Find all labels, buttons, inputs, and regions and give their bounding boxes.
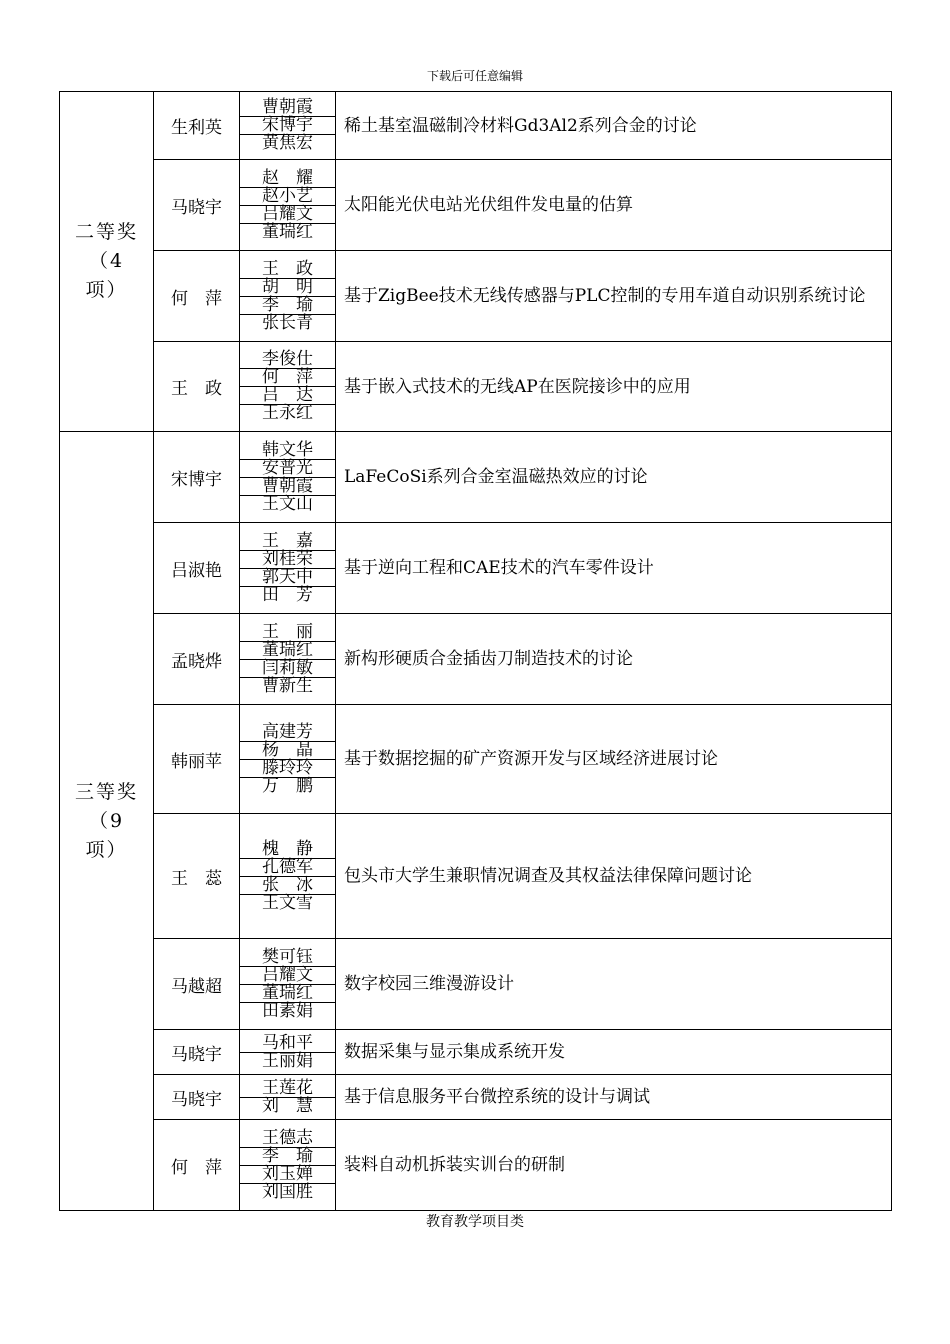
leader-cell: 马越超 — [154, 939, 240, 1030]
member-name: 赵小艺 — [240, 187, 335, 205]
project-title-cell: 数字校园三维漫游设计 — [336, 939, 892, 1030]
member-name: 吕耀文 — [240, 966, 335, 984]
leader-cell: 何 萍 — [154, 1120, 240, 1211]
member-name: 孔德军 — [240, 858, 335, 876]
members-cell — [240, 523, 336, 614]
member-name: 何 萍 — [240, 368, 335, 386]
members-cell — [240, 1120, 336, 1211]
leader-cell: 生利英 — [154, 92, 240, 160]
table-row — [60, 939, 892, 1030]
members-cell — [240, 92, 336, 160]
member-name: 高建芳 — [262, 721, 313, 742]
member-name: 王德志 — [262, 1127, 313, 1148]
award-level-unit: 项） — [85, 838, 128, 861]
project-title-cell: 稀土基室温磁制冷材料Gd3Al2系列合金的讨论 — [336, 92, 892, 160]
table-row — [60, 1075, 892, 1120]
member-name: 董瑞红 — [240, 223, 335, 241]
members-cell — [240, 814, 336, 939]
members-cell — [240, 1030, 336, 1075]
member-name: 吕 达 — [240, 386, 335, 404]
member-name: 槐 静 — [262, 838, 313, 859]
member-name: 李 瑜 — [240, 296, 335, 314]
award-level-name: 三等奖 — [74, 780, 138, 803]
leader-cell: 马晓宇 — [154, 160, 240, 251]
project-title-cell: 基于数据挖掘的矿产资源开发与区域经济进展讨论 — [336, 705, 892, 814]
member-name: 王 政 — [262, 258, 313, 279]
members-cell — [240, 614, 336, 705]
members-cell — [240, 432, 336, 523]
award-level-cell — [60, 92, 154, 432]
member-name: 杨 晶 — [240, 741, 335, 759]
table-row — [60, 342, 892, 432]
leader-cell: 王 蕊 — [154, 814, 240, 939]
member-name: 曹朝霞 — [262, 97, 313, 117]
member-name: 王 嘉 — [262, 530, 313, 551]
project-title-cell: 基于嵌入式技术的无线AP在医院接诊中的应用 — [336, 342, 892, 432]
project-title-cell: 基于ZigBee技术无线传感器与PLC控制的专用车道自动识别系统讨论 — [336, 251, 892, 342]
member-name: 韩文华 — [262, 439, 313, 460]
members-cell — [240, 160, 336, 251]
member-name: 王 丽 — [262, 621, 313, 642]
leader-cell: 王 政 — [154, 342, 240, 432]
member-name: 马和平 — [262, 1032, 313, 1053]
member-name: 万 鹏 — [240, 777, 335, 795]
table-row — [60, 523, 892, 614]
leader-cell: 韩丽苹 — [154, 705, 240, 814]
member-name: 李俊仕 — [262, 349, 313, 369]
member-name: 王丽娟 — [240, 1052, 335, 1070]
project-title-cell: 太阳能光伏电站光伏组件发电量的估算 — [336, 160, 892, 251]
member-name: 董瑞红 — [240, 641, 335, 659]
project-title-cell: LaFeCoSi系列合金室温磁热效应的讨论 — [336, 432, 892, 523]
members-cell — [240, 939, 336, 1030]
member-name: 吕耀文 — [240, 205, 335, 223]
award-level-unit: 项） — [85, 279, 128, 301]
table-row — [60, 92, 892, 160]
member-name: 宋博宇 — [240, 116, 335, 134]
member-name: 樊可钰 — [262, 946, 313, 967]
leader-cell: 马晓宇 — [154, 1030, 240, 1075]
page-header-note: 下载后可任意编辑 — [426, 69, 523, 83]
table-row — [60, 705, 892, 814]
project-title-cell: 基于逆向工程和CAE技术的汽车零件设计 — [336, 523, 892, 614]
project-title-cell: 包头市大学生兼职情况调查及其权益法律保障问题讨论 — [336, 814, 892, 939]
award-level-count: （9 — [88, 809, 125, 832]
member-name: 田素娟 — [240, 1002, 335, 1020]
project-title-cell: 新构形硬质合金插齿刀制造技术的讨论 — [336, 614, 892, 705]
member-name: 王永红 — [240, 404, 335, 422]
table-row — [60, 1030, 892, 1075]
award-level-count: （4 — [88, 250, 125, 272]
member-name: 闫莉敏 — [240, 659, 335, 677]
section-heading: 教育教学项目类 — [426, 1214, 524, 1230]
member-name: 张长青 — [240, 314, 335, 332]
member-name: 田 芳 — [240, 586, 335, 604]
leader-cell: 宋博宇 — [154, 432, 240, 523]
member-name: 董瑞红 — [240, 984, 335, 1002]
member-name: 王文山 — [240, 495, 335, 513]
member-name: 郭天中 — [240, 568, 335, 586]
leader-cell: 马晓宇 — [154, 1075, 240, 1120]
member-name: 胡 明 — [240, 278, 335, 296]
members-cell — [240, 705, 336, 814]
project-title-cell: 装料自动机拆装实训台的研制 — [336, 1120, 892, 1211]
member-name: 王文雪 — [240, 894, 335, 912]
table-row — [60, 160, 892, 251]
member-name: 李 瑜 — [240, 1147, 335, 1165]
member-name: 刘玉婵 — [240, 1165, 335, 1183]
table-row — [60, 251, 892, 342]
member-name: 刘桂荣 — [240, 550, 335, 568]
member-name: 黄焦宏 — [240, 134, 335, 152]
members-cell — [240, 1075, 336, 1120]
member-name: 刘国胜 — [240, 1183, 335, 1201]
table-row — [60, 1120, 892, 1211]
award-level-name: 二等奖 — [74, 221, 138, 243]
project-title-cell: 数据采集与显示集成系统开发 — [336, 1030, 892, 1075]
table-row — [60, 814, 892, 939]
member-name: 刘 慧 — [240, 1097, 335, 1115]
leader-cell: 何 萍 — [154, 251, 240, 342]
members-cell — [240, 342, 336, 432]
member-name: 王莲花 — [262, 1077, 313, 1098]
leader-cell: 孟晓烨 — [154, 614, 240, 705]
member-name: 赵 耀 — [262, 167, 313, 188]
member-name: 曹新生 — [240, 677, 335, 695]
table-row — [60, 614, 892, 705]
project-title-cell: 基于信息服务平台微控系统的设计与调试 — [336, 1075, 892, 1120]
member-name: 安普光 — [240, 459, 335, 477]
member-name: 张 冰 — [240, 876, 335, 894]
award-level-cell — [60, 432, 154, 1211]
leader-cell: 吕淑艳 — [154, 523, 240, 614]
member-name: 曹朝霞 — [240, 477, 335, 495]
table-row — [60, 432, 892, 523]
award-table — [59, 91, 892, 1211]
member-name: 滕玲玲 — [240, 759, 335, 777]
members-cell — [240, 251, 336, 342]
